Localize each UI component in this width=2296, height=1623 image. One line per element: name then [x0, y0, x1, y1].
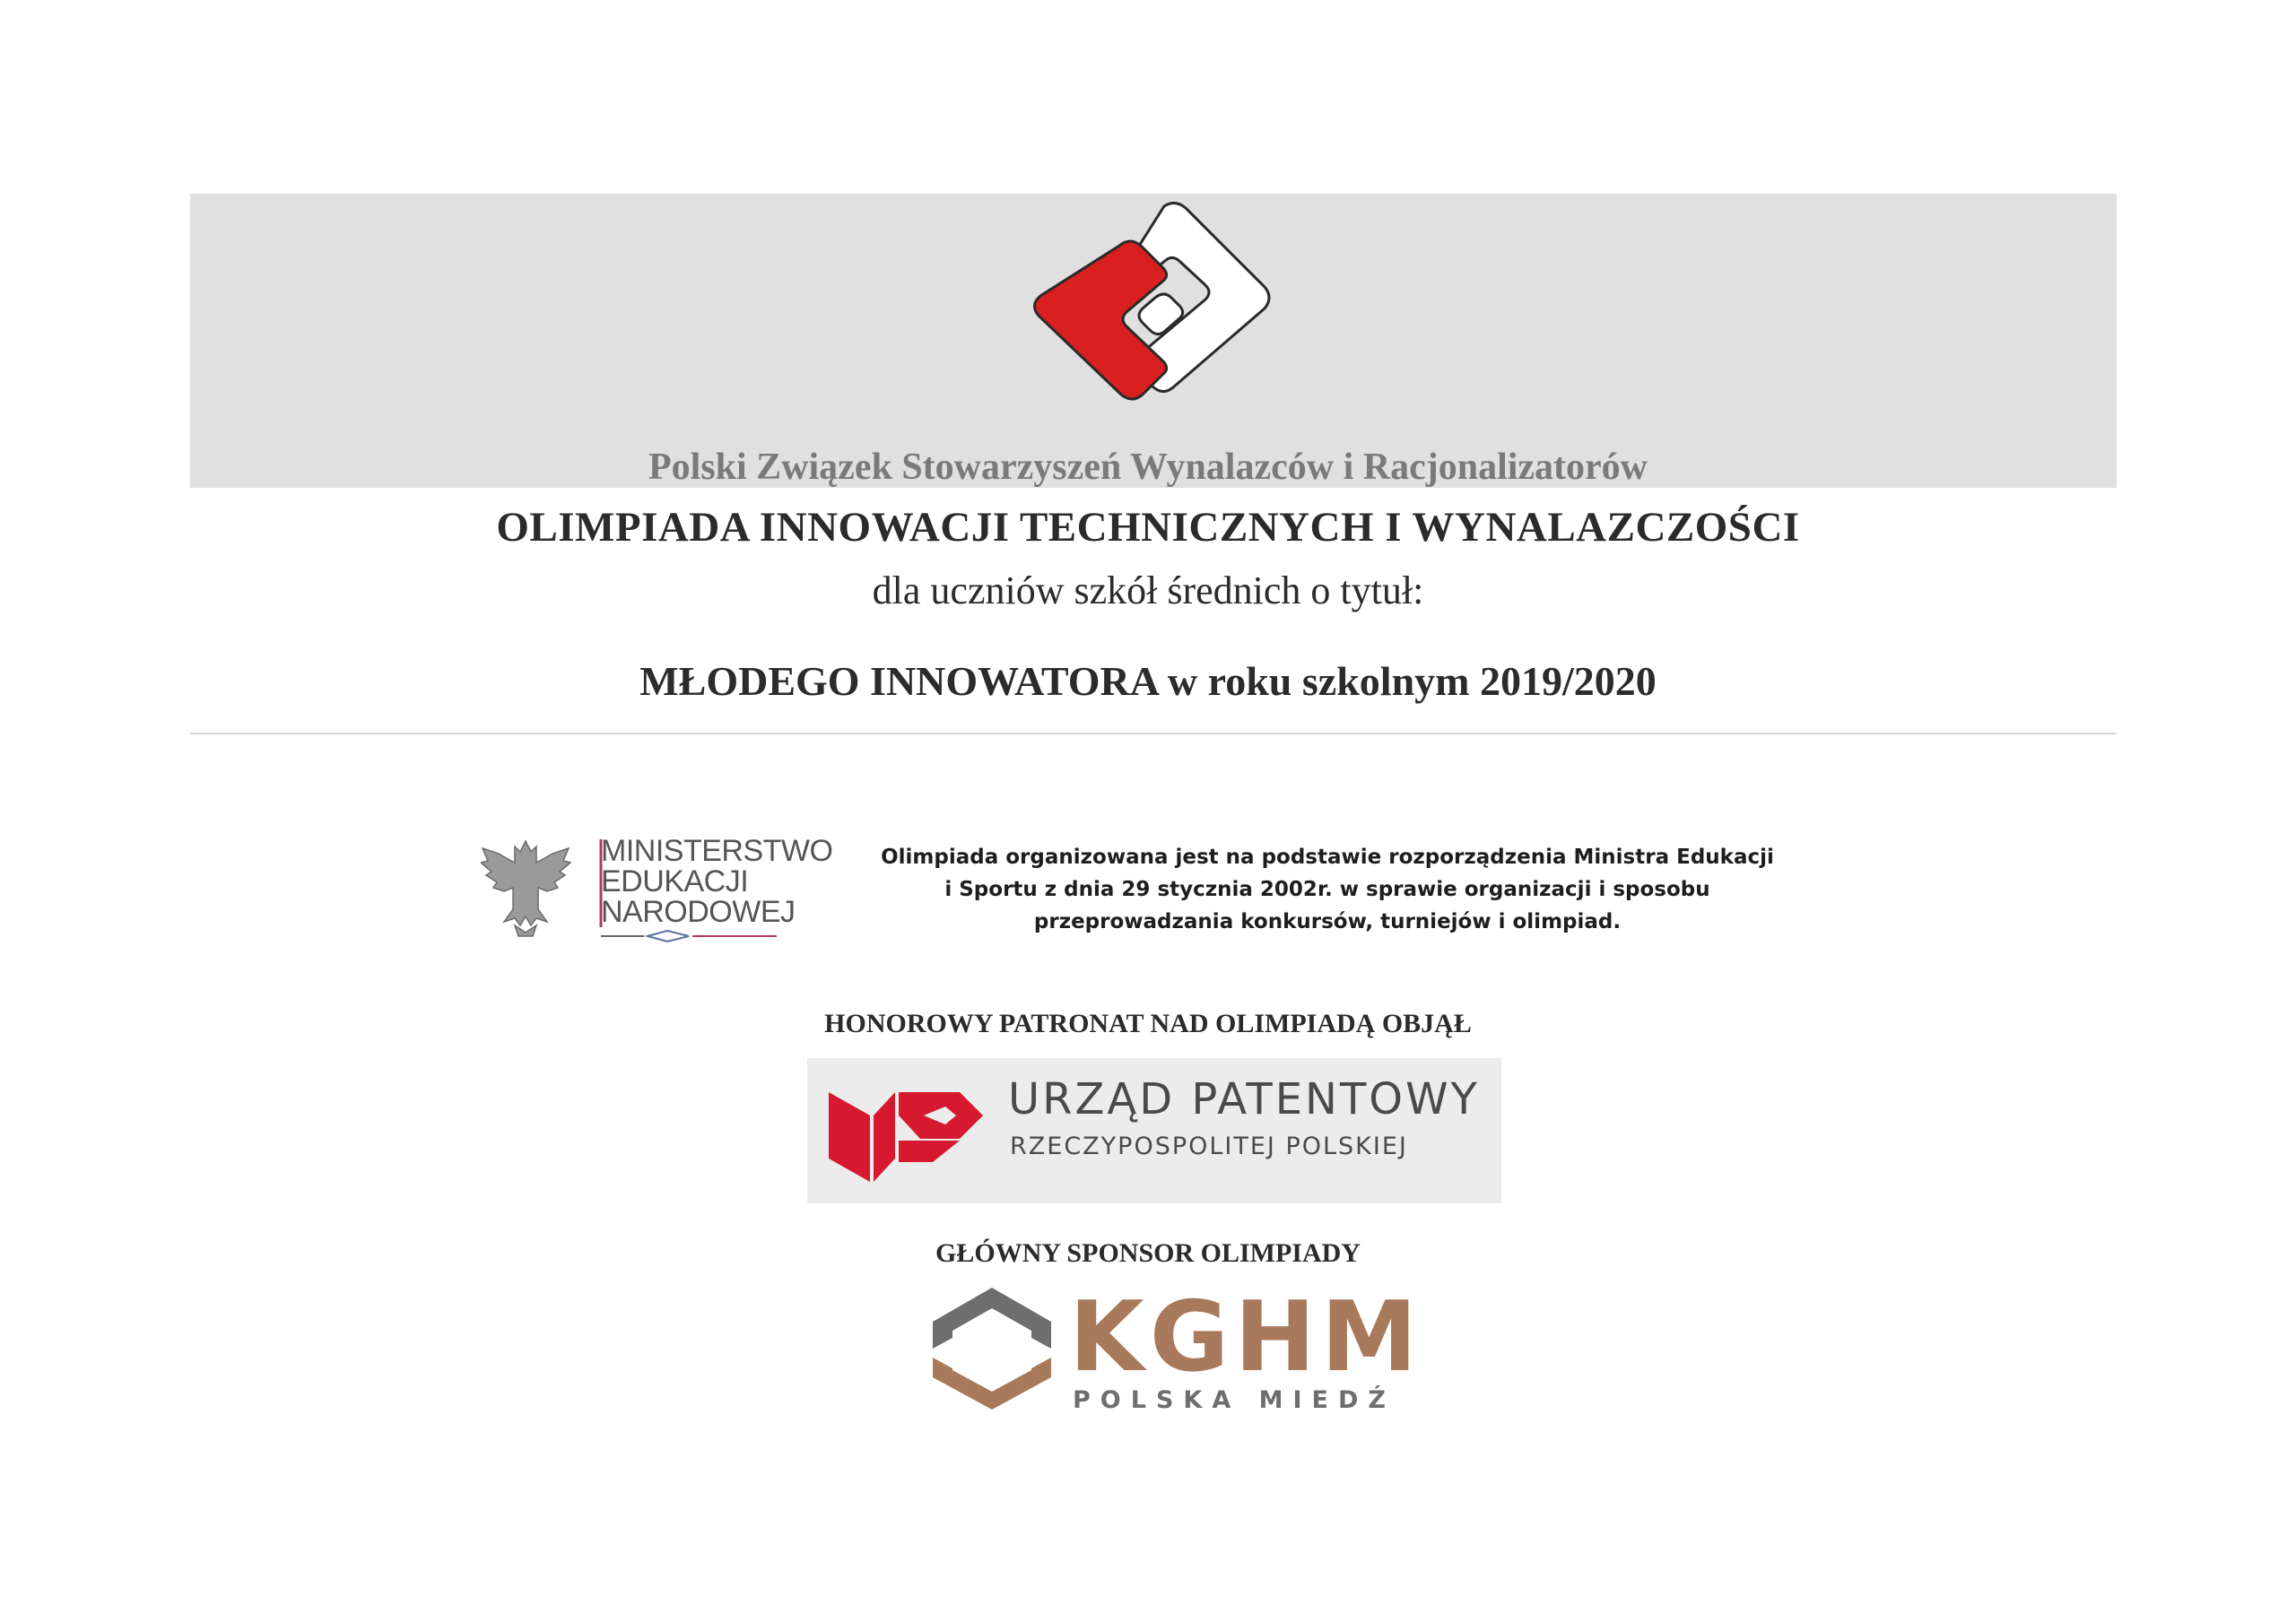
decree-line-1: Olimpiada organizowana jest na podstawie rozporządzenia Ministra Edukacji — [881, 846, 1774, 869]
decree-text — [843, 841, 1812, 938]
patent-office-name: URZĄD PATENTOWY — [1008, 1074, 1480, 1124]
ministry-line-3: NARODOWEJ — [601, 895, 796, 929]
organization-name: Polski Związek Stowarzyszeń Wynalazców i Racjonalizatorów — [648, 447, 1648, 488]
ministry-name — [601, 834, 833, 929]
sponsor-name: KGHM — [1069, 1281, 1423, 1393]
award-title: MŁODEGO INNOWATORA w roku szkolnym 2019/2020 — [639, 658, 1657, 704]
divider — [190, 733, 2117, 734]
sponsor-subline: POLSKA MIEDŹ — [1073, 1386, 1396, 1414]
decree-line-2: i Sportu z dnia 29 stycznia 2002r. w sprawie organizacji i sposobu — [944, 878, 1710, 901]
sponsor-heading: GŁÓWNY SPONSOR OLIMPIADY — [935, 1238, 1361, 1268]
subtitle: dla uczniów szkół średnich o tytuł: — [872, 568, 1424, 612]
page-title: OLIMPIADA INNOWACJI TECHNICZNYCH I WYNALAZCZOŚCI — [496, 504, 1800, 551]
ministry-line-1: MINISTERSTWO — [601, 834, 833, 868]
patent-office-subname: RZECZYPOSPOLITEJ POLSKIEJ — [1010, 1133, 1408, 1160]
pzswir-logo-icon — [1030, 197, 1281, 404]
uprp-logo-icon — [825, 1076, 996, 1185]
ministry-line-2: EDUKACJI — [601, 864, 749, 898]
patronage-heading: HONOROWY PATRONAT NAD OLIMPIADĄ OBJĄŁ — [824, 1009, 1472, 1038]
decree-line-3: przeprowadzania konkursów, turniejów i olimpiad. — [1033, 910, 1622, 933]
kghm-logo-icon — [929, 1284, 1055, 1410]
